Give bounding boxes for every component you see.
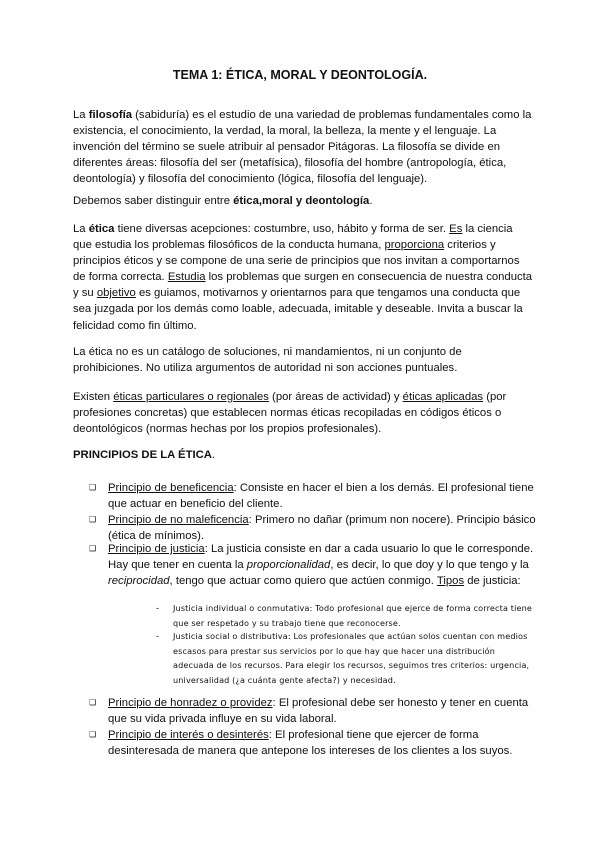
paragraph-eticas-particulares: Existen éticas particulares o regionales (por áreas de actividad) y éticas aplicadas (por profesiones concretas) que establecen normas éticas recopiladas en códigos éticos o deontológicos (normas hechas por los propios profesionales). — [73, 391, 507, 436]
paragraph-etica: La ética tiene diversas acepciones: costumbre, uso, hábito y forma de ser. Es la ciencia que estudia los problemas filosóficos de la conducta humana, proporciona criterios y principios éticos y se compone de una serie de principios que nos invitan a comportarnos de forma correcta. Estudia los problemas que surgen en consecuencia de nuestra conducta y su objetivo es guiamos, motivarnos y orientarnos para que tengamos una conducta que sea juzgada por los demás como loable, adecuada, imitable y deseable. Invita a buscar la felicidad como fin último. — [73, 223, 533, 332]
paragraph-distinguir: Debemos saber distinguir entre ética,moral y deontología. — [73, 195, 373, 207]
dash-bullet-icon: - — [156, 603, 159, 613]
dash-bullet-icon: - — [156, 631, 159, 641]
page-title: TEMA 1: ÉTICA, MORAL Y DEONTOLOGÍA. — [172, 68, 428, 82]
checkbox-bullet-icon: ❑ — [89, 698, 97, 707]
sub-item-justicia-distributiva: Justicia social o distributiva: Los profesionales que actúan solos cuentan con medios escasos para prestar sus servicios por lo que hay que hacer una distribución adecuada de los recursos. Para elegir los recursos, seguimos tres criterios: urgencia, universalidad (¿a cuánta gente afecta?) y necesidad. — [173, 631, 530, 686]
section-heading-principios: PRINCIPIOS DE LA ÉTICA. — [73, 449, 216, 461]
checkbox-bullet-icon: ❑ — [89, 544, 97, 553]
list-item-honradez: Principio de honradez o providez: El profesional debe ser honesto y tener en cuenta que su vida privada influye en su vida laboral. — [108, 697, 529, 726]
list-item-interes: Principio de interés o desinterés: El profesional tiene que ejercer de forma desinteresada de manera que antepone los intereses de los clientes a los suyos. — [108, 729, 513, 758]
checkbox-bullet-icon: ❑ — [89, 730, 97, 739]
list-item-beneficencia: Principio de beneficencia: Consiste en hacer el bien a los demás. El profesional tiene que actuar en beneficio del cliente. — [108, 482, 534, 511]
paragraph-no-catalogo: La ética no es un catálogo de soluciones, ni mandamientos, ni un conjunto de prohibiciones. No utiliza argumentos de autoridad ni son acciones puntuales. — [73, 346, 462, 375]
list-item-no-maleficencia: Principio de no maleficencia: Primero no dañar (primum non nocere). Principio básico (ética de mínimos). — [108, 514, 536, 543]
checkbox-bullet-icon: ❑ — [89, 483, 97, 492]
paragraph-filosofia: La filosofía (sabiduría) es el estudio de una variedad de problemas fundamentales como la existencia, el conocimiento, la verdad, la moral, la belleza, la mente y el lenguaje. La invención del término se suele atribuir al pensador Pitágoras. La filosofía se divide en diferentes áreas: filosofía del ser (metafísica), filosofía del hombre (antropología, ética, deontología) y filosofía del conocimiento (lógica, filosofía del lenguaje). — [73, 109, 532, 186]
checkbox-bullet-icon: ❑ — [89, 515, 97, 524]
list-item-justicia: Principio de justicia: La justicia consiste en dar a cada usuario lo que le corresponde. Hay que tener en cuenta la proporcionalidad, es decir, lo que doy y lo que tengo y la reciprocidad, tengo que actuar como quiero que actúen conmigo. Tipos de justicia: — [108, 543, 534, 588]
sub-item-justicia-conmutativa: Justicia individual o conmutativa: Todo profesional que ejerce de forma correcta tiene que ser respetado y su trabajo tiene que reconocerse. — [173, 603, 533, 628]
